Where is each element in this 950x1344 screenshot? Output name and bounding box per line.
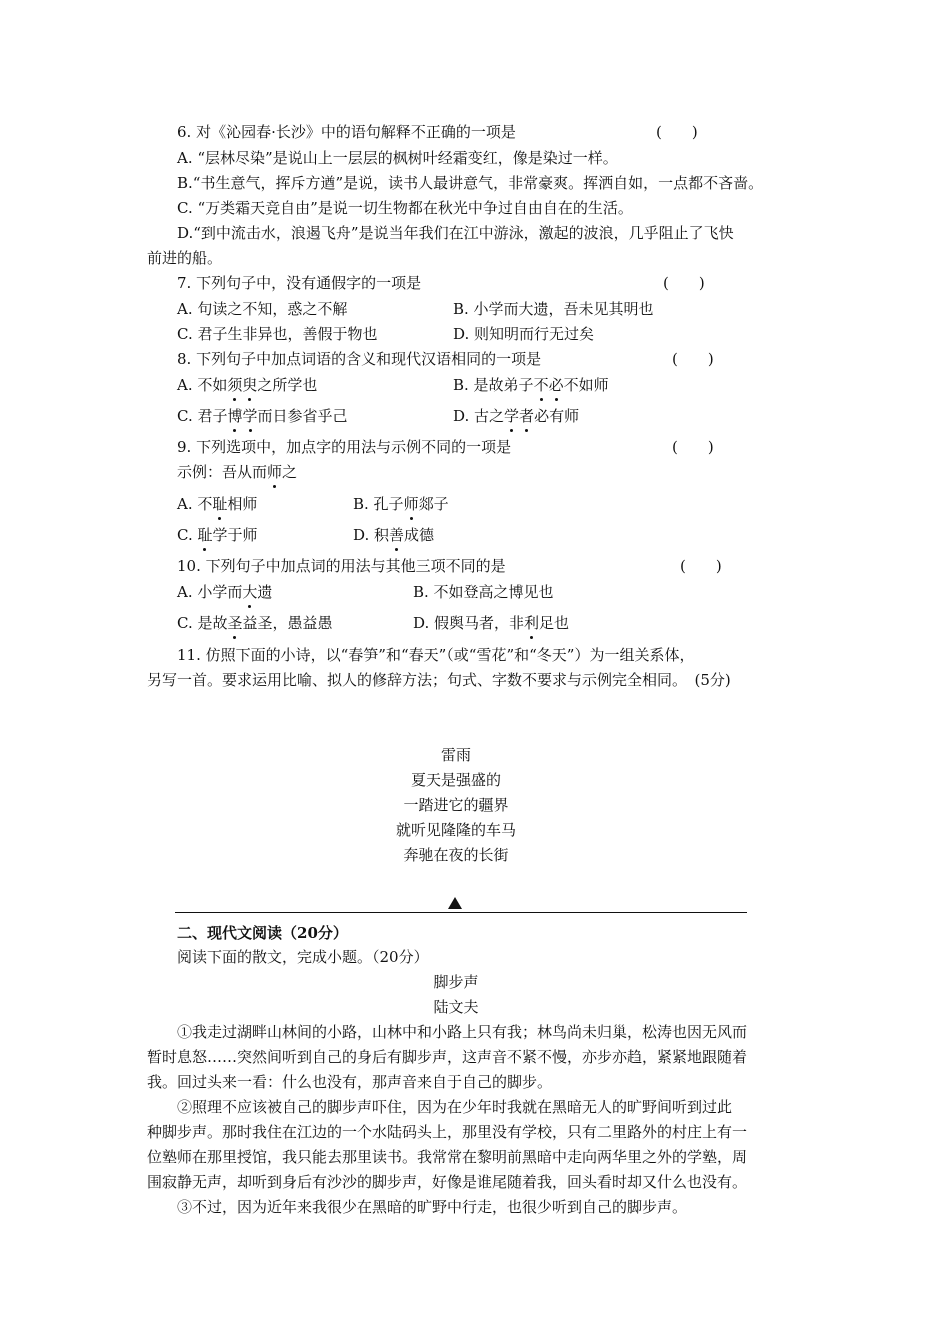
- q10-option-c: C. 是故圣益圣，愚益愚: [177, 614, 333, 632]
- section-heading: 二、现代文阅读（20分）: [177, 924, 348, 942]
- q6-option-a: A. “层林尽染”是说山上一层层的枫树叶经霜变红，像是染过一样。: [177, 149, 618, 167]
- reading-instruction: 阅读下面的散文，完成小题。（20分）: [177, 948, 429, 966]
- poem-line: 奔驰在夜的长街: [403, 846, 509, 864]
- essay-title: 脚步声: [433, 973, 479, 991]
- paragraph-line: 围寂静无声，却听到身后有沙沙的脚步声，好像是谁尾随着我，回头看时却又什么也没有。: [147, 1173, 748, 1191]
- poem-title: 雷雨: [440, 746, 471, 764]
- q6-answer-bracket: ( ): [656, 123, 698, 141]
- q8-option-b: B. 是故弟子不必不如师: [453, 376, 609, 394]
- q6-option-c: C. “万类霜天竞自由”是说一切生物都在秋光中争过自由自在的生活。: [177, 199, 633, 217]
- q6-stem: 6. 对《沁园春·长沙》中的语句解释不正确的一项是: [177, 123, 516, 141]
- q6-option-b: B.“书生意气，挥斥方遒”是说，读书人最讲意气，非常豪爽。挥洒自如，一点都不吝啬。: [177, 174, 764, 192]
- paragraph-line: ②照理不应该被自己的脚步声吓住，因为在少年时我就在黑暗无人的旷野间听到过此: [177, 1098, 733, 1116]
- q11-line-2: 另写一首。要求运用比喻、拟人的修辞方法；句式、字数不要求与示例完全相同。 (5分): [147, 671, 731, 689]
- poem-line: 夏天是强盛的: [410, 771, 501, 789]
- q8-option-a: A. 不如须臾之所学也: [177, 376, 318, 394]
- paragraph-line: 位塾师在那里授馆，我只能去那里读书。我常常在黎明前黑暗中走向两华里之外的学塾，周: [147, 1148, 748, 1166]
- q10-option-b: B. 不如登高之博见也: [413, 583, 554, 601]
- q6-option-d: D.“到中流击水，浪遏飞舟”是说当年我们在江中游泳，激起的波浪，几乎阻止了飞快: [177, 224, 734, 242]
- poem-line: 一踏进它的疆界: [403, 796, 509, 814]
- q10-option-a: A. 小学而大遗: [177, 583, 273, 601]
- paragraph-line: 暂时息怒……突然间听到自己的身后有脚步声，这声音不紧不慢，亦步亦趋，紧紧地跟随着: [147, 1048, 748, 1066]
- q8-option-d: D. 古之学者必有师: [453, 407, 580, 425]
- paragraph-line: 种脚步声。那时我住在江边的一个水陆码头上，那里没有学校，只有二里路外的村庄上有一: [147, 1123, 748, 1141]
- poem-line: 就听见隆隆的车马: [395, 821, 516, 839]
- q9-option-a: A. 不耻相师: [177, 495, 258, 513]
- triangle-marker-icon: [448, 897, 462, 909]
- q10-option-d: D. 假舆马者，非利足也: [413, 614, 570, 632]
- q10-stem: 10. 下列句子中加点词的用法与其他三项不同的是: [177, 557, 506, 575]
- q9-answer-bracket: ( ): [672, 438, 714, 456]
- q7-option-b: B. 小学而大遗，吾未见其明也: [453, 300, 654, 318]
- q6-option-d-continued: 前进的船。: [147, 249, 223, 267]
- q7-option-d: D. 则知明而行无过矣: [453, 325, 595, 343]
- q7-option-a: A. 句读之不知，惑之不解: [177, 300, 348, 318]
- q7-answer-bracket: ( ): [663, 274, 705, 292]
- section-divider: [175, 912, 747, 913]
- q10-answer-bracket: ( ): [680, 557, 722, 575]
- q9-option-d: D. 积善成德: [353, 526, 435, 544]
- q9-option-c: C. 耻学于师: [177, 526, 258, 544]
- q8-stem: 8. 下列句子中加点词语的含义和现代汉语相同的一项是: [177, 350, 542, 368]
- q9-option-b: B. 孔子师郯子: [353, 495, 449, 513]
- q7-option-c: C. 君子生非异也，善假于物也: [177, 325, 378, 343]
- q9-stem: 9. 下列选项中，加点字的用法与示例不同的一项是: [177, 438, 512, 456]
- q9-example: 示例：吾从而师之: [177, 463, 298, 481]
- q8-answer-bracket: ( ): [672, 350, 714, 368]
- q11-line-1: 11. 仿照下面的小诗，以“春笋”和“春天”（或“雪花”和“冬天”）为一组关系体，: [177, 646, 695, 664]
- q7-stem: 7. 下列句子中，没有通假字的一项是: [177, 274, 422, 292]
- paragraph-line: 我。回过头来一看：什么也没有，那声音来自于自己的脚步。: [147, 1073, 553, 1091]
- q8-option-c: C. 君子博学而日参省乎己: [177, 407, 348, 425]
- paragraph-line: ①我走过湖畔山林间的小路，山林中和小路上只有我；林鸟尚未归巢，松涛也因无风而: [177, 1023, 748, 1041]
- essay-author: 陆文夫: [433, 998, 479, 1016]
- paragraph-line: ③不过，因为近年来我很少在黑暗的旷野中行走，也很少听到自己的脚步声。: [177, 1198, 688, 1216]
